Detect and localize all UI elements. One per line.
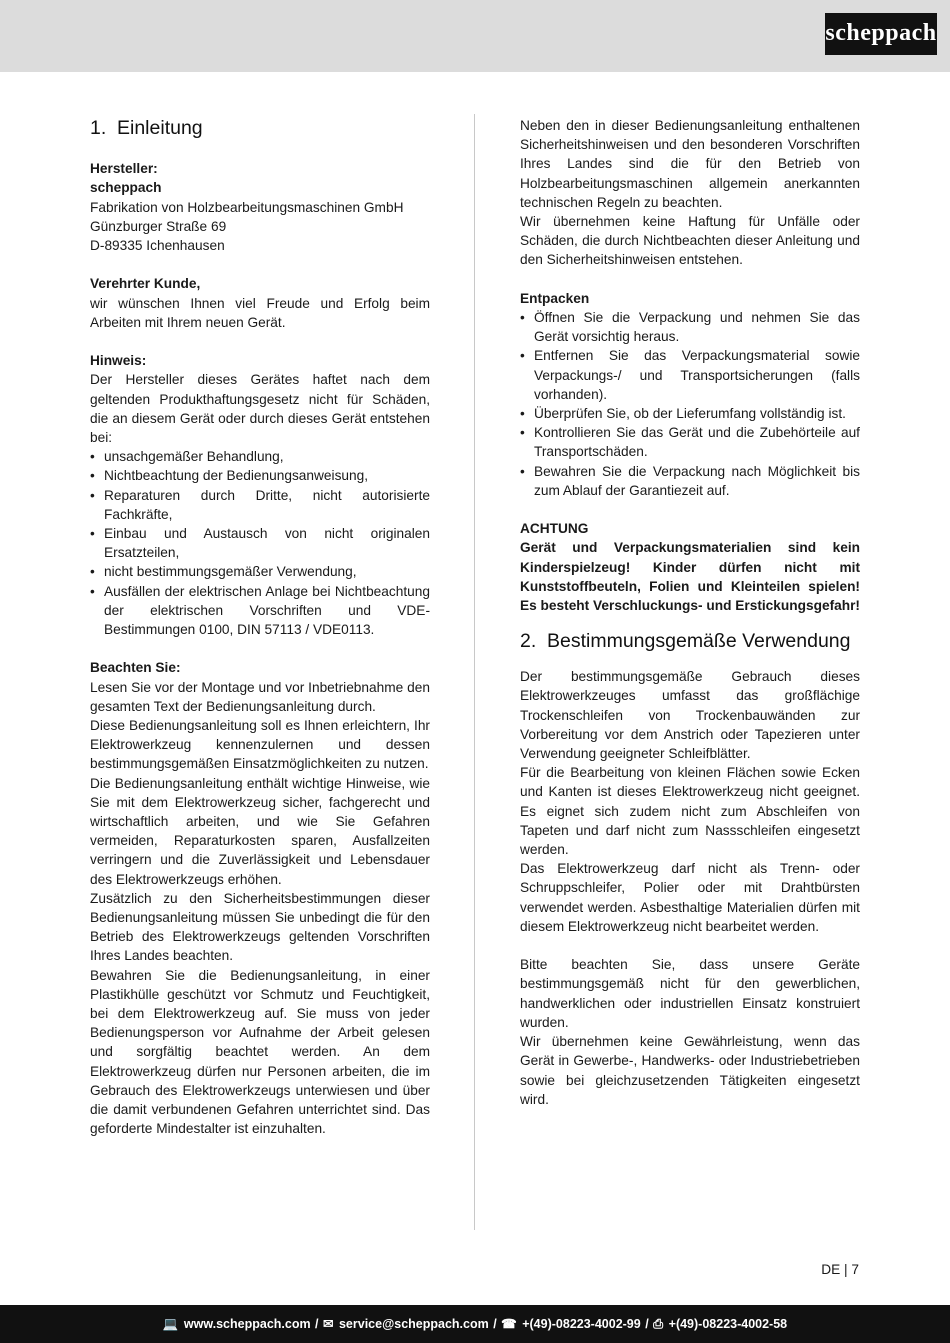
column-divider: [474, 114, 475, 1230]
footer-email: service@scheppach.com: [338, 1317, 489, 1331]
paragraph: Der bestimmungsgemäße Gebrauch dieses Elektrowerkzeuges umfasst das großflächige Trockenschleifen von Trockenbauwänden zur Vorbereitung vor dem Anstrich oder Tapezieren unter Verwendung geeigneter Schleifblätter.: [520, 669, 860, 762]
right-column: [520, 116, 860, 1109]
list-item: • Einbau und Austausch von nicht originalen Ersatzteilen,: [90, 524, 430, 562]
list-item: • Nichtbeachtung der Bedienungsanweisung,: [90, 466, 430, 485]
entpacken-label: Entpacken: [520, 290, 590, 306]
paragraph: Lesen Sie vor der Montage und vor Inbetriebnahme den gesamten Text der Bedienungsanleitung durch.: [90, 679, 430, 714]
list-item: • unsachgemäßer Behandlung,: [90, 447, 430, 466]
kunde-label: Verehrter Kunde,: [90, 276, 201, 292]
paragraph: Die Bedienungsanleitung enthält wichtige Hinweise, wie Sie mit dem Elektrowerkzeug sicher, fachgerecht und wirtschaftlich arbeiten, und wie Sie Gefahren vermeiden, Reparaturkosten sparen, Ausfallzeiten verringern und die Zuverlässigkeit und Lebensdauer des Elektrowerkzeugs erhöhen.: [90, 775, 430, 887]
fax-icon: ⎙: [653, 1317, 664, 1331]
list-item: • Ausfällen der elektrischen Anlage bei Nichtbeachtung der elektrischen Vorschriften und VDE-Bestimmungen 0100, DIN 57113 / VDE0113.: [90, 582, 430, 640]
section-heading-verwendung: 2. Bestimmungsgemäße Verwendung: [520, 630, 851, 653]
list-item: • Öffnen Sie die Verpackung und nehmen Sie das Gerät vorsichtig heraus.: [520, 308, 860, 346]
list-item: • Entfernen Sie das Verpackungsmaterial sowie Verpackungs-/ und Transportsicherungen (falls vorhanden).: [520, 346, 860, 404]
footer-bar: 💻 www.scheppach.com / ✉ service@scheppach.com / ☎ +(49)-08223-4002-99 / ⎙ +(49)-08223-4002-58: [0, 1305, 950, 1343]
hinweis-text: Der Hersteller dieses Gerätes haftet nach dem geltenden Produkthaftungsgesetz nicht für Schäden, die an diesem Gerät oder durch dieses Gerät entstehen bei:: [90, 372, 430, 445]
company-street: Günzburger Straße 69: [90, 218, 227, 234]
footer-web: www.scheppach.com: [183, 1317, 311, 1331]
list-item: • nicht bestimmungsgemäßer Verwendung,: [90, 562, 430, 581]
mail-icon: ✉: [323, 1317, 334, 1331]
footer-fax: +(49)-08223-4002-58: [668, 1317, 788, 1331]
phone-icon: ☎: [501, 1317, 517, 1331]
list-item: • Bewahren Sie die Verpackung nach Möglichkeit bis zum Ablauf der Garantiezeit auf.: [520, 462, 860, 500]
list-item: • Kontrollieren Sie das Gerät und die Zubehörteile auf Transportschäden.: [520, 423, 860, 461]
section-heading-einleitung: 1. Einleitung: [90, 117, 203, 139]
monitor-icon: 💻: [162, 1317, 179, 1331]
paragraph: Bitte beachten Sie, dass unsere Geräte bestimmungsgemäß nicht für den gewerblichen, handwerklichen oder industriellen Einsatz konstruiert wurden.: [520, 957, 860, 1030]
hersteller-label: Hersteller:: [90, 161, 158, 177]
paragraph: Wir übernehmen keine Gewährleistung, wenn das Gerät in Gewerbe-, Handwerks- oder Industriebetrieben sowie bei gleichzusetzenden Tätigkeiten eingesetzt wird.: [520, 1034, 860, 1107]
list-item: • Reparaturen durch Dritte, nicht autorisierte Fachkräfte,: [90, 486, 430, 524]
footer-phone: +(49)-08223-4002-99: [522, 1317, 641, 1331]
company-name: scheppach: [90, 180, 162, 196]
hinweis-list: [90, 447, 430, 639]
beachten-label: Beachten Sie:: [90, 660, 181, 676]
paragraph: Für die Bearbeitung von kleinen Flächen sowie Ecken und Kanten ist dieses Elektrowerkzeug nicht geeignet. Es eignet sich zudem nicht zum Abschleifen von Tapeten und darf nicht zum Nassschleifen eingesetzt werden.: [520, 765, 860, 858]
header-bar: [0, 0, 950, 72]
hinweis-label: Hinweis:: [90, 353, 147, 369]
paragraph: Neben den in dieser Bedienungsanleitung enthaltenen Sicherheitshinweisen und den besonderen Vorschriften Ihres Landes sind die für den Betrieb von Holzbearbeitungsmaschinen allgemein anerkannten technischen Regeln zu beachten.: [520, 118, 860, 210]
entpacken-list: [520, 308, 860, 500]
company-full-name: Fabrikation von Holzbearbeitungsmaschinen GmbH: [90, 199, 404, 215]
paragraph: Zusätzlich zu den Sicherheitsbestimmungen dieser Bedienungsanleitung müssen Sie unbedingt die für den Betrieb des Elektrowerkzeugs geltenden Vorschriften Ihres Landes beachten.: [90, 890, 430, 964]
paragraph: Bewahren Sie die Bedienungsanleitung, in einer Plastikhülle geschützt vor Schmutz und Feuchtigkeit, bei dem Elektrowerkzeug auf. Sie muss von jeder Bedienungsperson vor Aufnahme der Arbeit gelesen und sorgfältig beachtet werden. An dem Elektrowerkzeug dürfen nur Personen arbeiten, die im Gebrauch des Elektrowerkzeugs unterwiesen und über die damit verbundenen Gefahren unterrichtet sind. Das geforderte Mindestalter ist einzuhalten.: [90, 967, 430, 1137]
paragraph: Diese Bedienungsanleitung soll es Ihnen erleichtern, Ihr Elektrowerkzeug kennenzulernen und dessen bestimmungsgemäßen Einsatzmöglichkeiten zu nutzen.: [90, 718, 430, 772]
scheppach-logo: scheppach: [825, 13, 937, 55]
list-item: • Überprüfen Sie, ob der Lieferumfang vollständig ist.: [520, 404, 860, 423]
achtung-label: ACHTUNG: [520, 521, 589, 537]
achtung-text: Gerät und Verpackungsmaterialien sind kein Kinderspielzeug! Kinder dürfen nicht mit Kunststoffbeuteln, Folien und Kleinteilen spielen! Es besteht Verschluckungs- und Erstickungsgefahr!: [520, 540, 860, 614]
company-city: D-89335 Ichenhausen: [90, 238, 225, 253]
paragraph: Das Elektrowerkzeug darf nicht als Trenn- oder Schruppschleifer, Polier oder mit Drahtbürsten verwendet werden. Asbesthaltige Materialien dürfen mit diesem Elektrowerkzeug nicht bearbeitet werden.: [520, 861, 860, 934]
paragraph: Wir übernehmen keine Haftung für Unfälle oder Schäden, die durch Nichtbeachten dieser Anleitung und den Sicherheitshinweisen entstehen.: [520, 214, 860, 268]
page-number: DE | 7: [821, 1262, 859, 1277]
kunde-text: wir wünschen Ihnen viel Freude und Erfolg beim Arbeiten mit Ihrem neuen Gerät.: [90, 295, 430, 330]
left-column: [90, 116, 430, 1139]
